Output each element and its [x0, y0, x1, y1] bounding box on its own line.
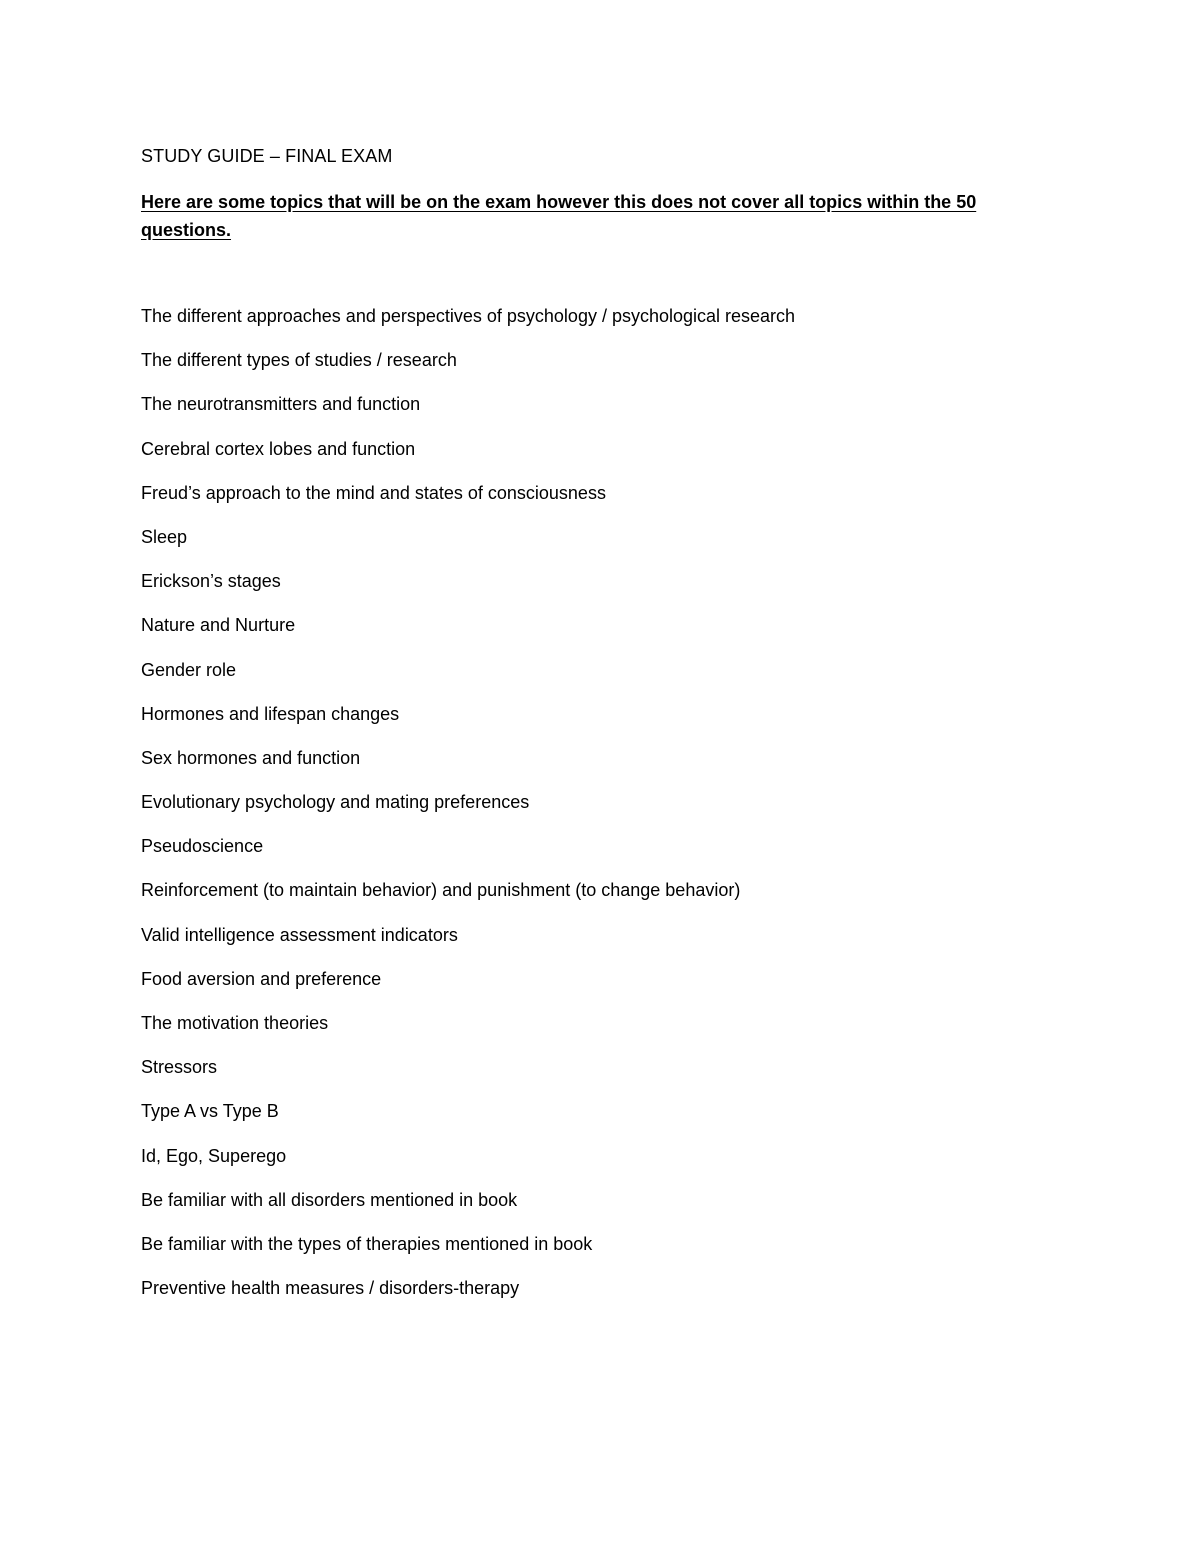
topic-item: The different approaches and perspectives of psychology / psychological research	[141, 306, 796, 326]
document-title: STUDY GUIDE – FINAL EXAM	[141, 146, 393, 166]
topic-item: Id, Ego, Superego	[141, 1145, 287, 1166]
topic-item: Valid intelligence assessment indicators	[141, 924, 458, 945]
topic-item: Gender role	[141, 659, 237, 680]
topic-item: Freud’s approach to the mind and states of consciousness	[141, 482, 606, 503]
topic-item: Hormones and lifespan changes	[141, 703, 400, 724]
topic-item: Be familiar with all disorders mentioned in book	[141, 1189, 518, 1210]
topic-item: Food aversion and preference	[141, 968, 382, 989]
topic-item: Evolutionary psychology and mating preferences	[141, 792, 530, 813]
topic-item: The different types of studies / research	[141, 350, 457, 371]
topic-item: Cerebral cortex lobes and function	[141, 438, 416, 459]
topic-item: Sex hormones and function	[141, 747, 361, 768]
topic-item: Sleep	[141, 526, 188, 547]
topic-item: Type A vs Type B	[141, 1101, 279, 1122]
topic-item: Stressors	[141, 1057, 218, 1078]
topic-item: Erickson’s stages	[141, 571, 281, 592]
topic-item: Be familiar with the types of therapies mentioned in book	[141, 1233, 593, 1254]
topic-item: Nature and Nurture	[141, 615, 296, 636]
topic-item: The motivation theories	[141, 1013, 329, 1033]
topic-item: Reinforcement (to maintain behavior) and punishment (to change behavior)	[141, 880, 741, 901]
topic-item: Pseudoscience	[141, 836, 264, 857]
topic-item: The neurotransmitters and function	[141, 394, 421, 415]
topic-item: Preventive health measures / disorders-therapy	[141, 1278, 520, 1299]
topic-list	[141, 304, 795, 1320]
intro-note: Here are some topics that will be on the exam however this does not cover all topics within the 50 questions.	[141, 192, 977, 240]
